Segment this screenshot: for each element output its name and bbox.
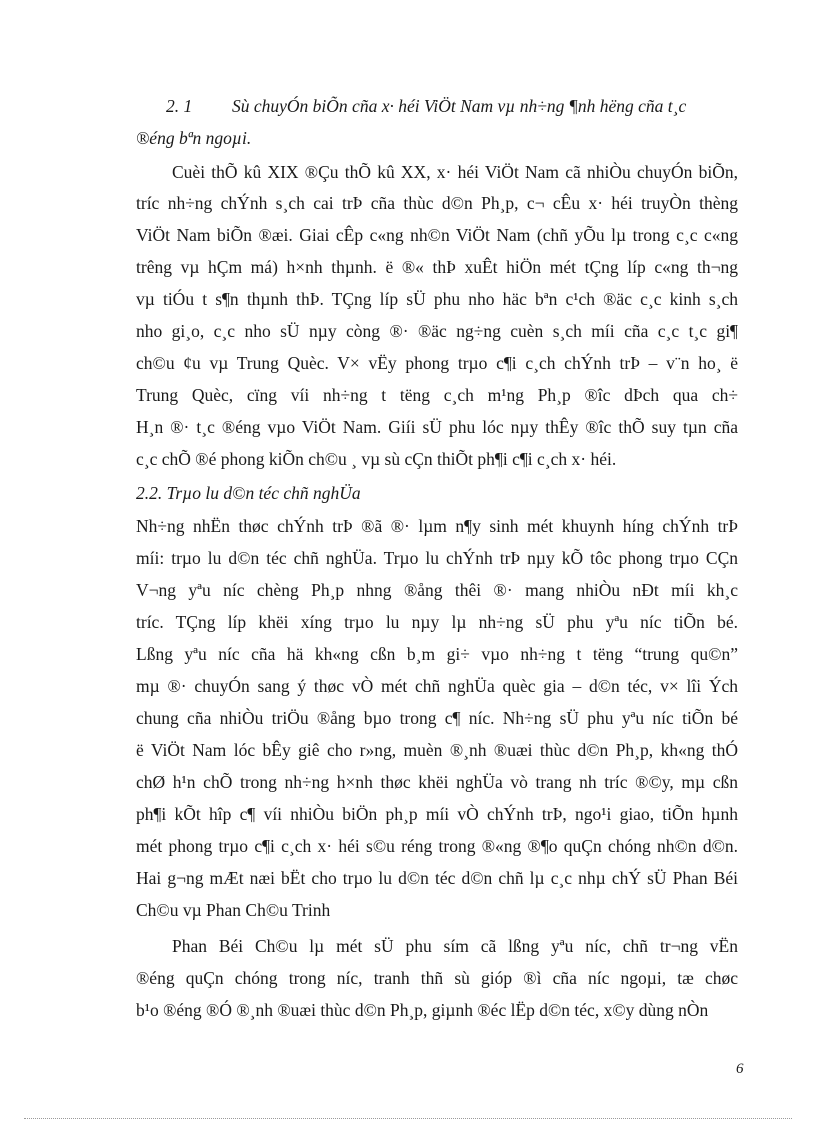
paragraph-line: chØ h¹n chÕ trong nh÷ng h×nh thøc khëi nghÜa vò trang nh tríc ®©y, mµ cßn: [136, 772, 738, 792]
paragraph-line: ph¶i kÕt hîp c¶ víi nhiÒu biÖn ph¸p míi vÒ chÝnh trÞ, ngo¹i giao, tiÕn hµnh: [136, 804, 738, 824]
paragraph-line: ®éng quÇn chóng trong níc, tranh thñ sù gióp ®ì cña níc ngoµi, tæ chøc: [136, 968, 738, 988]
paragraph-line: ViÖt Nam biÕn ®æi. Giai cÊp c«ng nh©n ViÖt Nam (chñ yÕu lµ trong c¸c c«ng: [136, 225, 738, 245]
paragraph-line: mét phong trµo c¶i c¸ch x· héi s©u réng trong ®«ng ®¶o quÇn chóng nh©n d©n.: [136, 836, 738, 856]
paragraph-line: V¬ng yªu níc chèng Ph¸p nhng ®ång thêi ®· mang nhiÒu nÐt míi kh¸c: [136, 580, 738, 600]
footer-divider: [24, 1118, 792, 1119]
paragraph-line: Ch©u vµ Phan Ch©u Trinh: [136, 900, 331, 920]
paragraph-line: c¸c chÕ ®é phong kiÕn ch©u ¸ vµ sù cÇn thiÕt ph¶i c¶i c¸ch x· héi.: [136, 449, 617, 469]
paragraph-line: vµ tiÓu t s¶n thµnh thÞ. TÇng líp sÜ phu nho häc bªn c¹ch ®äc c¸c kinh s¸ch: [136, 289, 738, 309]
paragraph-line: míi: trµo lu d©n téc chñ nghÜa. Trµo lu chÝnh trÞ nµy kÕ tôc phong trµo CÇn: [136, 548, 738, 568]
paragraph-line: H¸n ®· t¸c ®éng vµo ViÖt Nam. Giíi sÜ phu lóc nµy thÊy ®îc thÕ suy tµn cña: [136, 417, 738, 437]
section-heading-line: ®éng bªn ngoµi.: [136, 128, 252, 148]
paragraph-line: Lßng yªu níc cña hä kh«ng cßn b¸m gi÷ vµo nh÷ng t tëng “trung qu©n”: [136, 644, 738, 664]
section-heading-line: Sù chuyÓn biÕn cña x· héi ViÖt Nam vµ nh÷ng ¶nh hëng cña t¸c: [232, 96, 687, 116]
section-number: 2. 1: [166, 96, 193, 116]
paragraph-line: nho gi¸o, c¸c nho sÜ nµy còng ®· ®äc ng÷ng cuèn s¸ch míi cña c¸c t¸c gi¶: [136, 321, 738, 341]
paragraph-line: b¹o ®éng ®Ó ®¸nh ®uæi thùc d©n Ph¸p, giµnh ®éc lËp d©n téc, x©y dùng nÒn: [136, 1000, 709, 1020]
paragraph-line: mµ ®· chuyÓn sang ý thøc vÒ mét chñ nghÜa quèc gia – d©n téc, v× lîi Ých: [136, 676, 738, 696]
paragraph-line: Trung Quèc, cïng víi nh÷ng t tëng c¸ch m¹ng Ph¸p ®îc dÞch qua ch÷: [136, 385, 738, 405]
paragraph-line: tríc. TÇng líp khëi xíng trµo lu nµy lµ nh÷ng sÜ phu yªu níc tiÕn bé.: [136, 612, 738, 632]
paragraph-line: ë ViÖt Nam lóc bÊy giê cho r»ng, muèn ®¸nh ®uæi thùc d©n Ph¸p, kh«ng thÓ: [136, 740, 738, 760]
paragraph-line: Hai g¬ng mÆt næi bËt cho trµo lu d©n téc d©n chñ lµ c¸c nhµ chÝ sÜ Phan Béi: [136, 868, 738, 888]
paragraph-line: ch©u ¢u vµ Trung Quèc. V× vËy phong trµo c¶i c¸ch chÝnh trÞ – v¨n ho¸ ë: [136, 353, 738, 373]
paragraph-line: Phan Béi Ch©u lµ mét sÜ phu sím cã lßng yªu níc, chñ tr¬ng vËn: [172, 936, 738, 956]
page-number: 6: [736, 1061, 744, 1077]
paragraph-line: chung cña nhiÒu triÖu ®ång bµo trong c¶ níc. Nh÷ng sÜ phu yªu níc tiÕn bé: [136, 708, 738, 728]
paragraph-line: Cuèi thÕ kû XIX ®Çu thÕ kû XX, x· héi ViÖt Nam cã nhiÒu chuyÓn biÕn,: [172, 162, 738, 182]
section-heading: 2.2. Trµo lu d©n téc chñ nghÜa: [136, 483, 361, 503]
paragraph-line: tríc nh÷ng chÝnh s¸ch cai trÞ cña thùc d©n Ph¸p, c¬ cÊu x· héi truyÒn thèng: [136, 193, 738, 213]
paragraph-line: Nh÷ng nhËn thøc chÝnh trÞ ®ã ®· lµm n¶y sinh mét khuynh híng chÝnh trÞ: [136, 516, 738, 536]
paragraph-line: trêng vµ hÇm má) h×nh thµnh. ë ®« thÞ xuÊt hiÖn mét tÇng líp c«ng th¬ng: [136, 257, 738, 277]
